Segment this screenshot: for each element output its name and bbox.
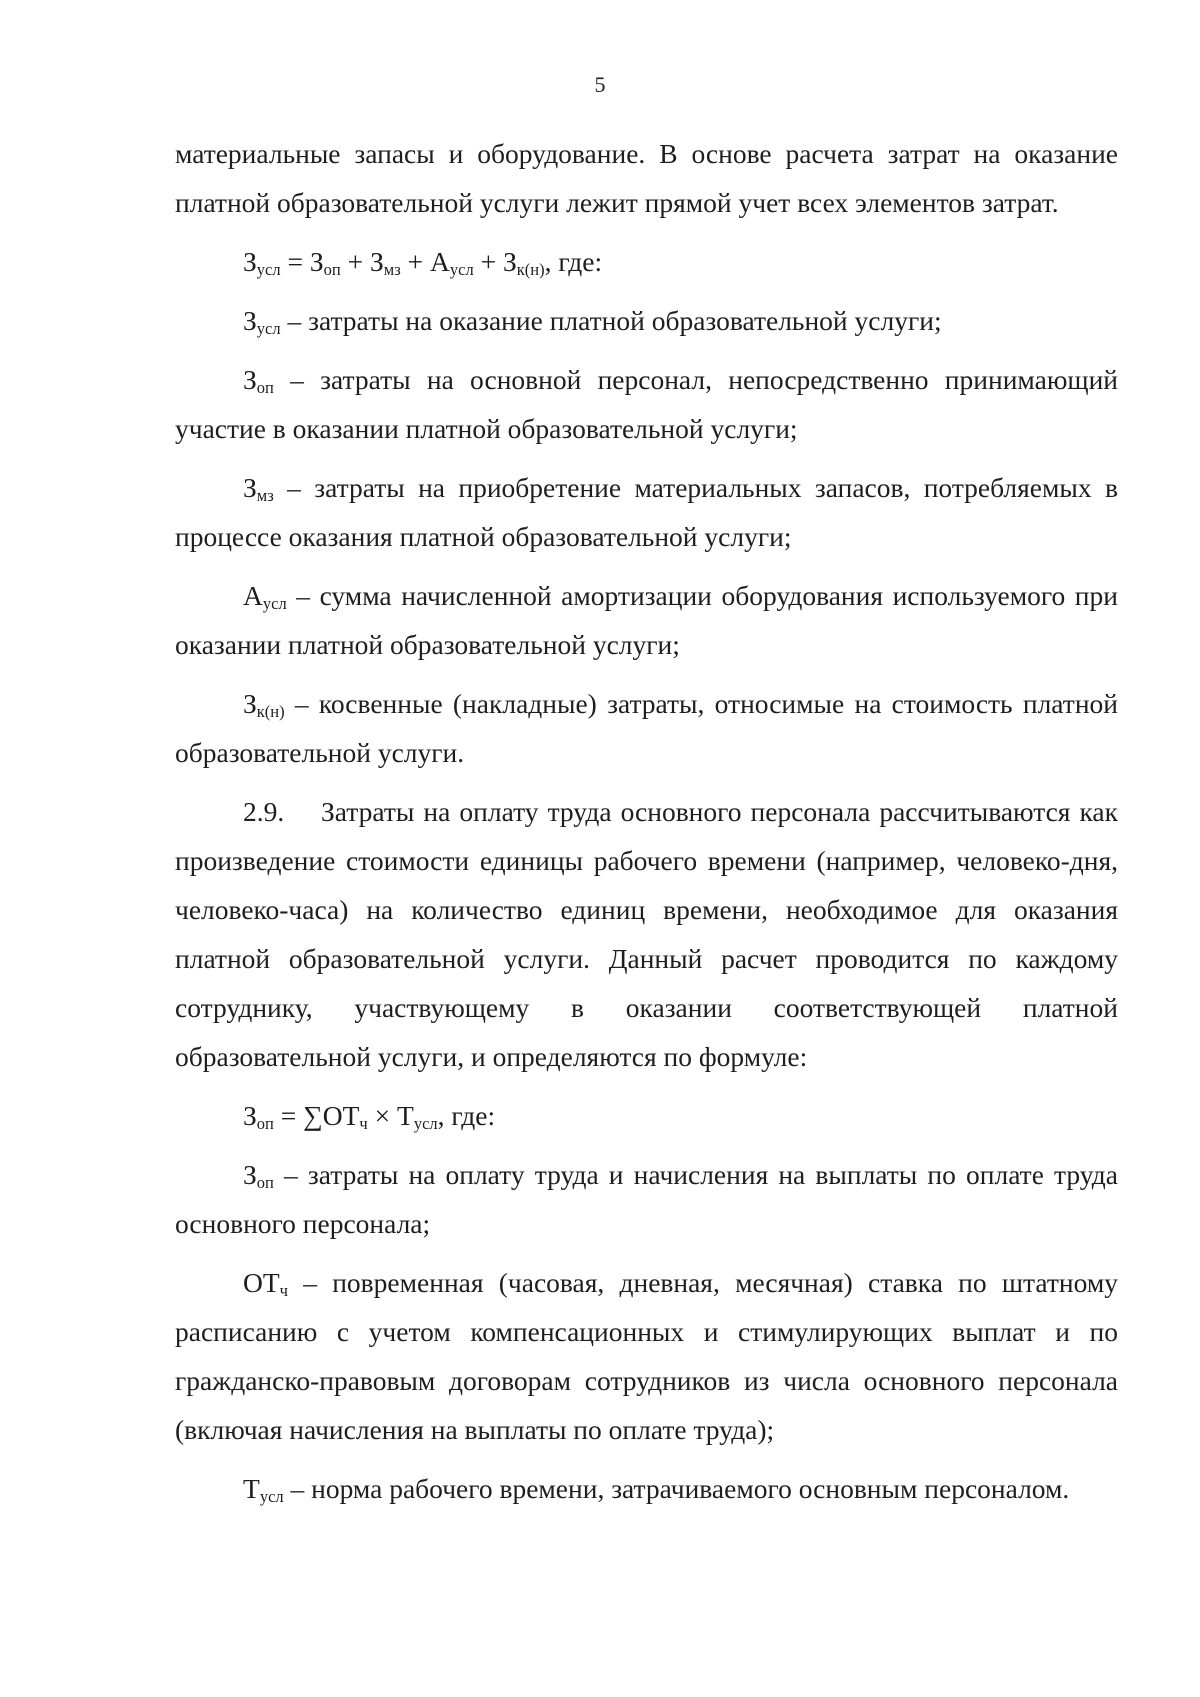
- definition-t-usl: $Т_{усл}$ – норма рабочего времени, затрачиваемого основным персоналом.: [243, 1473, 1070, 1507]
- formula-personnel-cost: $З_{оп} = \sum ОТ_ч \times Т_{усл}$, где:: [243, 1100, 496, 1134]
- definition-a-usl: $А_{усл}$ – сумма начисленной амортизации оборудования используемого при оказании платной образовательной услуги;: [175, 580, 1118, 660]
- definition-z-op: $З_{оп}$ – затраты на основной персонал, непосредственно принимающий участие в оказании платной образовательной услуги;: [175, 364, 1118, 444]
- section-number: 2.9.: [243, 796, 285, 827]
- definition-z-usl: $З_{усл}$ – затраты на оказание платной образовательной услуги;: [243, 305, 942, 339]
- definition-z-mz: $З_{мз}$ – затраты на приобретение материальных запасов, потребляемых в процессе оказания платной образовательной услуги;: [175, 472, 1118, 552]
- document-body: [175, 129, 1118, 1513]
- definition-z-op-2: $З_{оп}$ – затраты на оплату труда и начисления на выплаты по оплате труда основного персонала;: [175, 1159, 1118, 1239]
- paragraph-intro: материальные запасы и оборудование. В основе расчета затрат на оказание платной образовательной услуги лежит прямой учет всех элементов затрат.: [175, 138, 1118, 218]
- page-number: 5: [594, 72, 606, 97]
- definition-ot-ch: $ОТ_ч$ – повременная (часовая, дневная, месячная) ставка по штатному расписанию с учетом компенсационных и стимулирующих выплат и по гражданско-правовым договорам сотрудников из числа основного персонала (включая начисления на выплаты по оплате труда);: [175, 1267, 1118, 1445]
- formula-total-cost: $З_{усл} = З_{оп} + З_{мз} + А_{усл} + З_{к(н)}$, где:: [243, 246, 603, 280]
- definition-z-kn: $З_{к(н)}$ – косвенные (накладные) затраты, относимые на стоимость платной образовательной услуги.: [175, 688, 1118, 768]
- section-2-9: 2.9. Затраты на оплату труда основного персонала рассчитываются как произведение стоимости единицы рабочего времени (например, человеко-дня, человеко-часа) на количество единиц времени, необходимое для оказания платной образовательной услуги. Данный расчет проводится по каждому сотруднику, участвующему в оказании соответствующей платной образовательной услуги, и определяются по формуле:: [175, 787, 1118, 1081]
